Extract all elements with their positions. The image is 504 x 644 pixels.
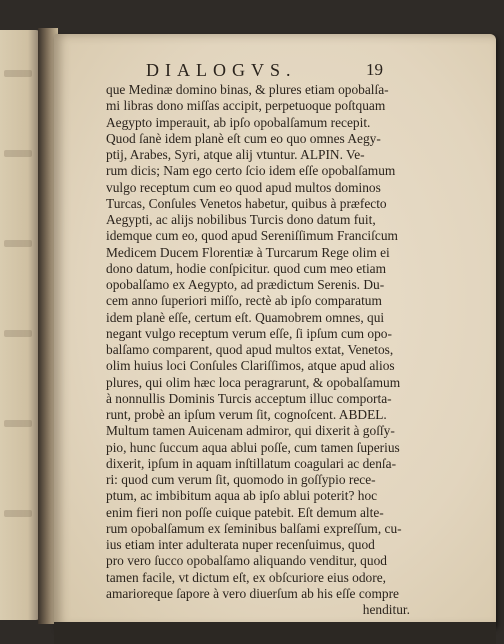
text-line: enim fieri non poſſe cuique patebit. Eſt demum alte- [106,504,384,520]
text-line: cem anno ſuperiori miſſo, rectè ab ipſo comparatum [106,293,382,309]
text-line: idem planè eſſe, certum eſt. Quamobrem omnes, qui [106,309,385,325]
text-line: Quod ſanè idem planè eſt cum eo quo omnes Aegy- [106,130,381,146]
text-line: idemque cum eo, quod apud Sereniſſimum Franciſcum [106,228,398,244]
text-line: à nonnullis Dominis Turcis acceptum illuc comporta- [106,390,392,406]
facing-page-edge [0,30,40,620]
show-through-line [4,240,32,247]
text-line: ius etiam inter adulterata nuper recenſuimus, quod [106,537,375,552]
text-line: pio, hunc ſuccum aqua ablui poſſe, cum tamen ſuperius [106,439,400,455]
show-through-line [4,420,32,427]
text-line: ri: quod cum verum ſit, quomodo in goſſypio rece- [106,472,376,487]
text-line-final: henditur. [362,602,410,617]
text-line: rum dicis; Nam ego certo ſcio idem eſſe opobalſamum [106,163,396,179]
body-text [106,82,418,618]
page-header [54,60,496,82]
text-line: que Medinæ domino binas, & plures etiam opobalſa- [106,82,389,97]
text-line: balſamo comparent, quod apud multos extat, Venetos, [106,342,394,357]
text-line: tamen facile, vt dictum eſt, ex obſcuriore eius odore, [106,569,386,585]
text-line: dixerit, ipſum in aquam inſtillatum coagulari ac denſa- [106,455,397,471]
running-title: DIALOGVS. [146,60,297,80]
show-through-line [4,330,32,337]
text-line: Aegypti, ac alijs nobilibus Turcis dono datum fuit, [106,212,376,227]
text-line: rum opobalſamum ex ſeminibus balſami expreſſum, cu- [106,520,402,536]
text-line: opobalſamo ex Aegypto, ad prædictum Serenis. Du- [106,277,385,292]
text-line: mi libras dono miſſas accipit, perpetuoque poſtquam [106,98,386,114]
show-through-line [4,70,32,77]
text-line: vulgo receptum cum eo quod apud multos dominos [106,179,381,195]
text-line: Multum tamen Auicenam admiror, qui dixerit à goſſy- [106,423,395,439]
text-line: olim huius loci Conſules Clariſſimos, atque apud alios [106,358,395,374]
text-line: negant vulgo receptum verum eſſe, ſi ipſum cum opo- [106,325,392,341]
text-line: Turcas, Conſules Venetos habetur, quibus à præfecto [106,195,387,211]
text-line: Medicem Ducem Florentiæ à Turcarum Rege olim ei [106,244,390,260]
page-number: 19 [366,60,383,79]
text-line: dono datum, hodie conſpicitur. quod cum meo etiam [106,260,387,276]
text-line: runt, probè an ipſum verum ſit, cognoſcent. ABDEL. [106,407,387,422]
show-through-line [4,150,32,157]
text-line: amarioreque ſapore à vero diuerſum ab his eſſe compre [106,585,399,601]
text-line: ptij, Arabes, Syri, atque alij vtuntur. ALPIN. Ve- [106,147,365,162]
page-bottom-shadow [54,622,496,644]
text-line: pro vero ſucco opobalſamo aliquando venditur, quod [106,553,387,569]
text-line: Aegypto imperauit, ab ipſo opobalſamum recepit. [106,114,371,130]
text-line: ptum, ac imbibitum aqua ab ipſo ablui poterit? hoc [106,488,378,504]
show-through-line [4,510,32,517]
text-line: plures, qui olim hæc loca peragrarunt, & opobalſamum [106,374,401,390]
